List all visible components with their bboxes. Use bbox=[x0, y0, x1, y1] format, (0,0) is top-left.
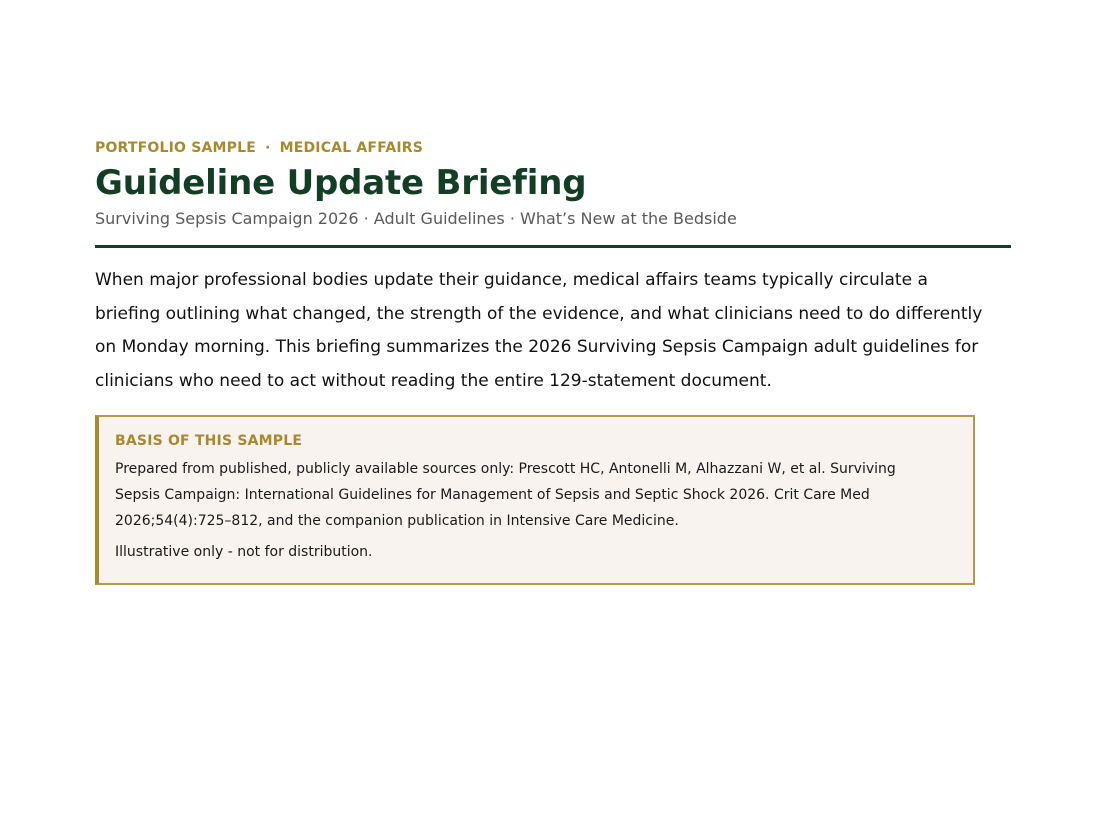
intro-paragraph: When major professional bodies update their guidance, medical affairs teams typically circulate a briefing outlining what changed, the strength of the evidence, and what clinicians need to do differently on Monday morning. This briefing summarizes the 2026 Surviving Sepsis Campaign adult guidelines for clinicians who need to act without reading the entire 129-statement document. bbox=[95, 270, 983, 391]
basis-note-heading: BASIS OF THIS SAMPLE bbox=[115, 433, 303, 449]
page-subtitle: Surviving Sepsis Campaign 2026 · Adult Guidelines · What’s New at the Bedside bbox=[95, 209, 737, 228]
briefing-content bbox=[95, 138, 1011, 585]
basis-note-box bbox=[95, 415, 975, 585]
page-title: Guideline Update Briefing bbox=[95, 163, 587, 203]
eyebrow-separator: · bbox=[265, 140, 271, 156]
eyebrow-section-label: MEDICAL AFFAIRS bbox=[279, 140, 424, 156]
eyebrow bbox=[95, 138, 1011, 158]
title-divider bbox=[95, 245, 1011, 248]
basis-note-body: Prepared from published, publicly available sources only: Prescott HC, Antonelli M, Alhazzani W, et al. Surviving Sepsis Campaign: International Guidelines for Management of Sepsis and Septic Shock 2026. Crit Care Med 2026;54(4):725–812, and the companion publication in Intensive Care Medicine. bbox=[115, 461, 896, 529]
eyebrow-portfolio-label: PORTFOLIO SAMPLE bbox=[95, 140, 257, 156]
basis-note-disclaimer: Illustrative only - not for distribution. bbox=[115, 544, 373, 560]
